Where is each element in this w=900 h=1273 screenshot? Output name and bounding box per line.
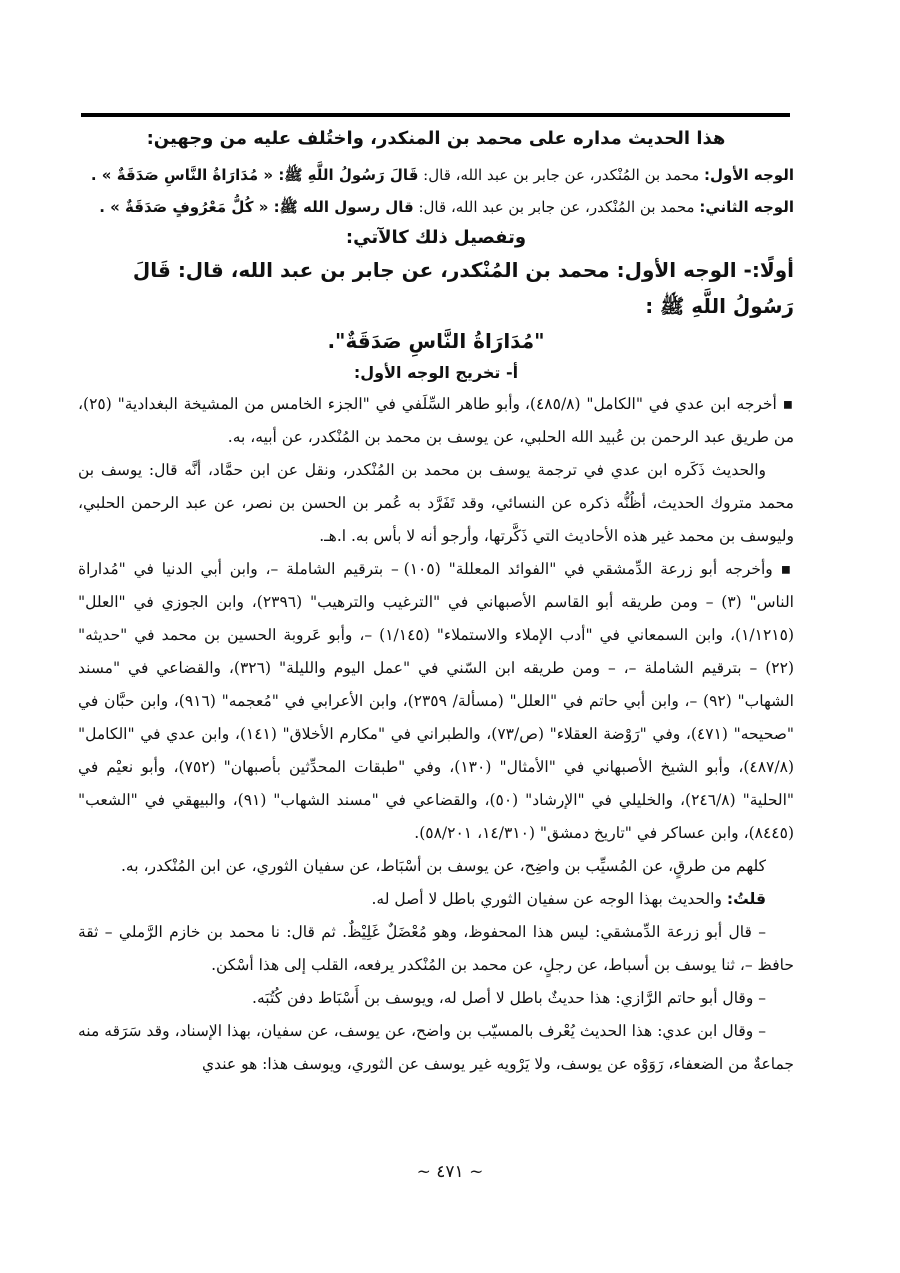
face1-text: محمد بن المُنْكدر، عن جابر بن عبد الله، قال: [423, 166, 700, 184]
paragraph-2 [78, 454, 794, 553]
qultu-line [78, 883, 794, 916]
paragraph-4 [78, 850, 794, 883]
quote-3 [78, 1015, 794, 1081]
page-content [78, 122, 794, 1081]
qultu-label: قلتُ: [726, 890, 766, 908]
face1-quote: قَالَ رَسُولُ اللَّهِ ﷺ: « مُدَارَاةُ النَّاسِ صَدَقَةٌ » . [90, 166, 419, 184]
paragraph-1: ▪ أخرجه ابن عدي في "الكامل" (٤٨٥/٨)، وأبو طاهر السِّلَفي في "الجزء الخامس من المشيخة البغدادية" (٢٥)، من طريق عبد الرحمن بن عُبيد الله الحلبي، عن يوسف بن محمد بن المُنْكدر، عن أبيه، به. [78, 395, 794, 446]
quote-1-text: – قال أبو زرعة الدِّمشقي: ليس هذا المحفوظ، وهو مُعْضَلٌ غَلِيْظٌ. ثم قال: نا محمد بن خازم الرَّملي – ثقة حافظ –، ثنا يوسف بن أسباط، عن رجلٍ، عن محمد بن المُنْكدر يرفعه، القلب إلى هذا أسْكن. [78, 923, 794, 974]
quote-3-text: – وقال ابن عدي: هذا الحديث يُعْرف بالمسيّب بن واضح، عن يوسف، عن سفيان، بهذا الإسناد، وقد سَرَقه منه جماعةٌ من الضعفاء، رَوَوْه عن يوسف، ولا يَرْويه غير يوسف عن الثوري، ويوسف هذا: هو عندي [78, 1022, 794, 1073]
details-heading: وتفصيل ذلك كالآتي: [345, 227, 527, 248]
page-heading: هذا الحديث مداره على محمد بن المنكدر، واختُلف عليه من وجهين: [146, 128, 726, 149]
top-rule [81, 113, 790, 117]
face2-quote: قال رسول الله ﷺ: « كُلُّ مَعْرُوفٍ صَدَقَةٌ » . [99, 198, 414, 216]
face1-label: الوجه الأول: [704, 166, 794, 184]
paragraph-4-text: كلهم من طرقٍ، عن المُسيِّب بن واضِح، عن يوسف بن أسْبَاط، عن سفيان الثوري، عن ابن المُنْكدر، به. [121, 857, 766, 875]
face2-label: الوجه الثاني: [699, 198, 794, 216]
page-number: ~ ٤٧١ ~ [416, 1162, 484, 1182]
qultu-text: والحديث بهذا الوجه عن سفيان الثوري باطل لا أصل له. [371, 890, 722, 908]
face1-line [78, 159, 794, 191]
paragraph-2-text: والحديث ذَكَره ابن عدي في ترجمة يوسف بن محمد بن المُنْكدر، ونقل عن ابن حمَّاد، أنَّه قال: يوسف بن محمد متروك الحديث، أظُنُّه ذكره عن النسائي، وقد تَفَرَّد به عُمر بن الحسن بن نصر، عن عبد الرحمن الحلبي، وليوسف بن محمد غير هذه الأحاديث التي ذَكَّرتها، وأرجو أنه لا بأس به. ا.هـ. [78, 461, 794, 545]
paragraph-3: ▪ وأخرجه أبو زرعة الدِّمشقي في "الفوائد المعللة" (١٠٥) – بترقيم الشاملة –، وابن أبي الدنيا في "مُداراة الناس" (٣) – ومن طريقه أبو القاسم الأصبهاني في "الترغيب والترهيب" (٢٣٩٦)، وابن الجوزي في "العلل" (١/١٢١٥)، وابن السمعاني في "أدب الإملاء والاستملاء" (١/١٤٥) –، وأبو عَروبة الحسين بن محمد في "حديثه" (٢٢) – بترقيم الشاملة –، – ومن طريقه ابن السّني في "عمل اليوم والليلة" (٣٢٦)، والقضاعي في "مسند الشهاب" (٩٢) –، وابن أبي حاتم في "العلل" (مسألة/ ٢٣٥٩)، وابن الأعرابي في "مُعجمه" (٩١٦)، وابن حبَّان في "صحيحه" (٤٧١)، وفي "رَوْضة العقلاء" (ص/٧٣)، والطبراني في "مكارم الأخلاق" (١٤١)، وابن عدي في "الكامل" (٤٨٧/٨)، وأبو الشيخ الأصبهاني في "الأمثال" (١٣٠)، وفي "طبقات المحدِّثين بأصبهان" (٧٥٢)، وأبو نعيْم في "الحلية" (٢٤٦/٨)، والخليلي في "الإرشاد" (٥٠)، والقضاعي في "مسند الشهاب" (٩١)، والبيهقي في "الشعب" (٨٤٤٥)، وابن عساكر في "تاريخ دمشق" (١٤/٣١٠، ٥٨/٢٠١). [78, 560, 795, 842]
first-face-quote: "مُدَارَاةُ النَّاسِ صَدَقَةٌ". [327, 329, 545, 353]
quote-2-text: – وقال أبو حاتم الرَّازي: هذا حديثٌ باطل لا أصل له، ويوسف بن أَسْبَاط دفن كُتُبَه. [252, 989, 766, 1007]
face2-line [78, 191, 794, 223]
quote-1 [78, 916, 794, 982]
face2-text: محمد بن المُنْكدر، عن جابر بن عبد الله، قال: [418, 198, 695, 216]
quote-2 [78, 982, 794, 1015]
first-face-heading: أولًا:- الوجه الأول: محمد بن المُنْكدر، عن جابر بن عبد الله، قال: قَالَ رَسُولُ اللَّهِ ﷺ : [132, 258, 794, 318]
section-a-heading: أ- تخريج الوجه الأول: [353, 363, 519, 382]
